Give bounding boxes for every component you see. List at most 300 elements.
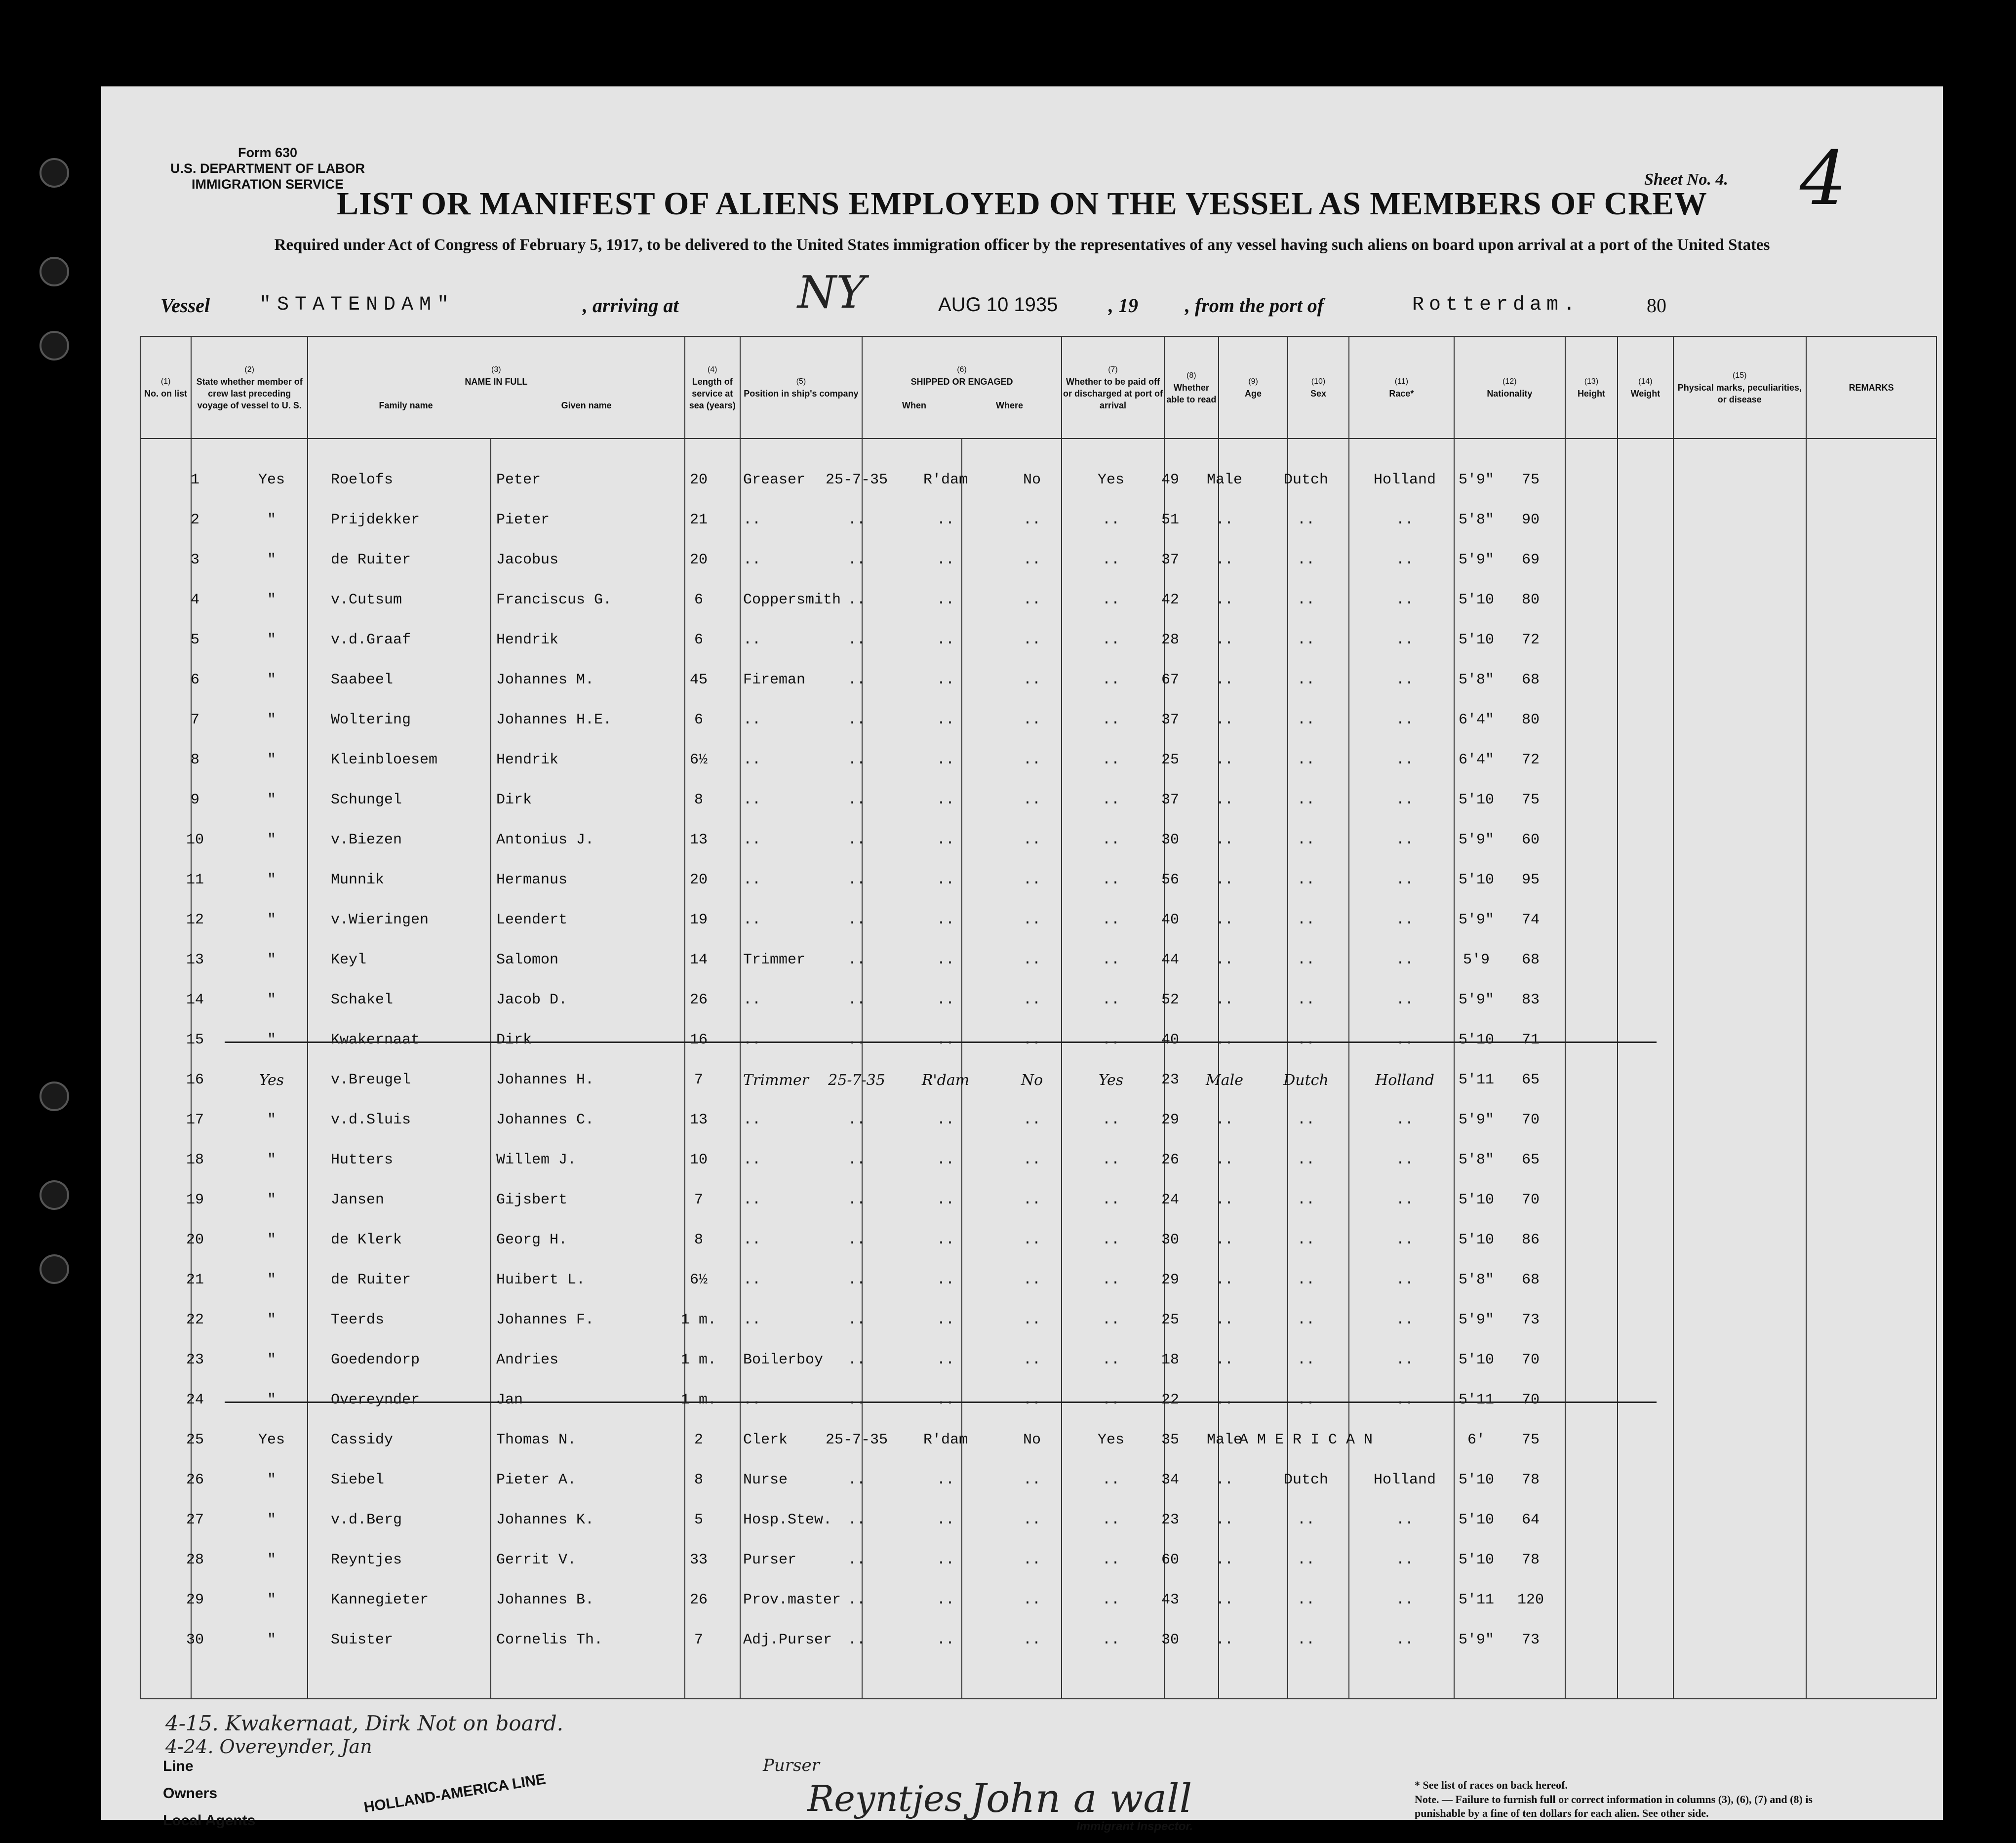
- cell-family: Goedendorp: [331, 1352, 420, 1368]
- cell-position: ..: [743, 832, 761, 848]
- sheet-label: Sheet No. 4.: [1644, 170, 1728, 189]
- cell-age: 51: [1161, 512, 1179, 528]
- cell-prev: ": [267, 792, 276, 808]
- cell-nat: ..: [1395, 1272, 1414, 1288]
- cell-where: ..: [936, 632, 954, 648]
- cell-weight: 64: [1521, 1512, 1540, 1528]
- cell-race: ..: [1297, 1192, 1315, 1208]
- cell-service: 8: [694, 1232, 703, 1248]
- cell-service: 1 m.: [680, 1352, 716, 1368]
- cell-age: 34: [1161, 1472, 1179, 1488]
- cell-read: ..: [1102, 1232, 1120, 1248]
- cell-race: ..: [1297, 672, 1315, 688]
- page-title: LIST OR MANIFEST OF ALIENS EMPLOYED ON THE VESSEL AS MEMBERS OF CREW: [337, 186, 1707, 222]
- cell-weight: 83: [1521, 992, 1540, 1008]
- cell-prev: ": [267, 1512, 276, 1528]
- cell-race: ..: [1297, 1152, 1315, 1168]
- cell-given: Pieter: [496, 512, 550, 528]
- cell-when: ..: [847, 1192, 866, 1208]
- cell-age: 49: [1161, 472, 1179, 488]
- cell-where: ..: [936, 1152, 954, 1168]
- page-subtitle: Required under Act of Congress of February 5, 1917, to be delivered to the United States immigration officer by the representatives of any vessel having such aliens on board upon arrival at a port of the United States: [274, 236, 1770, 254]
- cell-when: 25-7-35: [828, 1072, 885, 1089]
- cell-height: 5'9": [1458, 472, 1494, 488]
- cell-prev: ": [267, 1272, 276, 1288]
- footnote-removed-1: 4-15. Kwakernaat, Dirk Not on board.: [165, 1711, 563, 1735]
- agents-label: Local Agents: [163, 1812, 256, 1829]
- cell-no: 6: [190, 672, 199, 688]
- cell-no: 16: [186, 1072, 204, 1088]
- cell-height: 5'11: [1458, 1072, 1494, 1088]
- cell-prev: ": [267, 1312, 276, 1328]
- cell-read: Yes: [1097, 1432, 1124, 1448]
- cell-service: 45: [689, 672, 708, 688]
- cell-nat: ..: [1395, 872, 1414, 888]
- cell-prev: ": [267, 552, 276, 568]
- cell-sex: ..: [1215, 1152, 1233, 1168]
- cell-given: Hermanus: [496, 872, 568, 888]
- cell-given: Cornelis Th.: [496, 1632, 603, 1648]
- cell-paid: ..: [1023, 992, 1041, 1008]
- col-sex: (10) Sex: [1288, 336, 1349, 439]
- cell-nat: ..: [1395, 712, 1414, 728]
- cell-nat: ..: [1395, 1032, 1414, 1048]
- cell-paid: ..: [1023, 1152, 1041, 1168]
- cell-read: ..: [1102, 1192, 1120, 1208]
- cell-height: 5'11: [1458, 1392, 1494, 1408]
- cell-race: ..: [1297, 632, 1315, 648]
- cell-age: 30: [1161, 1632, 1179, 1648]
- cell-read: ..: [1102, 952, 1120, 968]
- cell-weight: 73: [1521, 1312, 1540, 1328]
- cell-read: Yes: [1097, 472, 1124, 488]
- cell-weight: 72: [1521, 632, 1540, 648]
- cell-service: 6: [694, 592, 703, 608]
- cell-prev: ": [267, 1152, 276, 1168]
- cell-family: v.d.Sluis: [331, 1112, 411, 1128]
- cell-age: 52: [1161, 992, 1179, 1008]
- cell-nat: ..: [1395, 592, 1414, 608]
- cell-where: ..: [936, 792, 954, 808]
- cell-service: 21: [689, 512, 708, 528]
- cell-position: ..: [743, 752, 761, 768]
- footnote-removed-2: 4-24. Overeynder, Jan: [165, 1736, 372, 1758]
- cell-where: R'dam: [923, 472, 968, 488]
- cell-weight: 68: [1521, 1272, 1540, 1288]
- cell-position: Coppersmith: [743, 592, 841, 608]
- cell-service: 7: [694, 1192, 703, 1208]
- strikethrough-line: [225, 1042, 1657, 1043]
- cell-weight: 60: [1521, 832, 1540, 848]
- cell-service: 7: [694, 1072, 703, 1088]
- cell-position: ..: [743, 872, 761, 888]
- cell-where: ..: [936, 1472, 954, 1488]
- cell-weight: 71: [1521, 1032, 1540, 1048]
- cell-prev: ": [267, 1192, 276, 1208]
- cell-position: ..: [743, 632, 761, 648]
- cell-age: 23: [1161, 1072, 1179, 1088]
- cell-position: Prov.master: [743, 1592, 841, 1608]
- cell-family: de Klerk: [331, 1232, 402, 1248]
- cell-when: ..: [847, 712, 866, 728]
- cell-position: ..: [743, 792, 761, 808]
- cell-race: ..: [1297, 712, 1315, 728]
- cell-age: 25: [1161, 1312, 1179, 1328]
- arrival-port: NY: [797, 267, 866, 319]
- cell-age: 30: [1161, 832, 1179, 848]
- vessel-label: Vessel: [160, 294, 210, 317]
- cell-when: ..: [847, 1112, 866, 1128]
- cell-age: 42: [1161, 592, 1179, 608]
- cell-height: 5'8": [1458, 672, 1494, 688]
- cell-prev: Yes: [258, 1432, 285, 1448]
- cell-service: 26: [689, 992, 708, 1008]
- cell-read: ..: [1102, 1352, 1120, 1368]
- cell-weight: 75: [1521, 792, 1540, 808]
- cell-family: de Ruiter: [331, 552, 411, 568]
- cell-prev: ": [267, 912, 276, 928]
- cell-position: Trimmer: [743, 1072, 809, 1089]
- cell-position: ..: [743, 1312, 761, 1328]
- cell-nat: ..: [1395, 512, 1414, 528]
- cell-when: ..: [847, 792, 866, 808]
- cell-weight: 95: [1521, 872, 1540, 888]
- cell-height: 5'10: [1458, 792, 1494, 808]
- cell-family: Munnik: [331, 872, 385, 888]
- cell-weight: 80: [1521, 712, 1540, 728]
- cell-family: v.Biezen: [331, 832, 402, 848]
- cell-age: 35: [1161, 1432, 1179, 1448]
- cell-paid: ..: [1023, 1192, 1041, 1208]
- cell-family: Teerds: [331, 1312, 385, 1328]
- cell-sex: ..: [1215, 1512, 1233, 1528]
- cell-prev: ": [267, 632, 276, 648]
- cell-paid: ..: [1023, 1552, 1041, 1568]
- cell-service: 13: [689, 832, 708, 848]
- cell-age: 24: [1161, 1192, 1179, 1208]
- cell-when: ..: [847, 1272, 866, 1288]
- cell-sex: Male: [1206, 472, 1242, 488]
- cell-when: ..: [847, 632, 866, 648]
- cell-age: 67: [1161, 672, 1179, 688]
- cell-height: 5'10: [1458, 1192, 1494, 1208]
- cell-where: ..: [936, 1552, 954, 1568]
- cell-weight: 70: [1521, 1352, 1540, 1368]
- purser-signature: Reyntjes: [807, 1778, 963, 1819]
- cell-paid: ..: [1023, 792, 1041, 808]
- cell-no: 1: [190, 472, 199, 488]
- cell-service: 10: [689, 1152, 708, 1168]
- cell-race: ..: [1297, 1032, 1315, 1048]
- cell-nat: ..: [1395, 1232, 1414, 1248]
- cell-prev: ": [267, 1592, 276, 1608]
- cell-height: 5'10: [1458, 1512, 1494, 1528]
- cell-when: ..: [847, 872, 866, 888]
- cell-service: 6: [694, 712, 703, 728]
- cell-no: 2: [190, 512, 199, 528]
- cell-where: ..: [936, 1392, 954, 1408]
- col-previous-voyage: (2) State whether member of crew last preceding voyage of vessel to U. S.: [191, 336, 308, 439]
- cell-given: Jacobus: [496, 552, 559, 568]
- cell-nat: ..: [1395, 792, 1414, 808]
- cell-height: 5'11: [1458, 1592, 1494, 1608]
- cell-nat: ..: [1395, 752, 1414, 768]
- cell-sex: ..: [1215, 792, 1233, 808]
- cell-age: 37: [1161, 552, 1179, 568]
- cell-read: Yes: [1098, 1072, 1124, 1089]
- cell-sex: ..: [1215, 1392, 1233, 1408]
- cell-race: ..: [1297, 1312, 1315, 1328]
- cell-family: Schakel: [331, 992, 394, 1008]
- cell-read: ..: [1102, 632, 1120, 648]
- cell-given: Huibert L.: [496, 1272, 586, 1288]
- cell-when: ..: [847, 1512, 866, 1528]
- cell-nat: ..: [1395, 1512, 1414, 1528]
- cell-sex: ..: [1215, 1352, 1233, 1368]
- cell-weight: 86: [1521, 1232, 1540, 1248]
- cell-read: ..: [1102, 1272, 1120, 1288]
- cell-weight: 80: [1521, 592, 1540, 608]
- cell-service: 20: [689, 472, 708, 488]
- cell-position: ..: [743, 912, 761, 928]
- cell-prev: ": [267, 592, 276, 608]
- cell-paid: ..: [1023, 512, 1041, 528]
- cell-when: ..: [847, 1392, 866, 1408]
- cell-position: Adj.Purser: [743, 1632, 832, 1648]
- cell-family: Suister: [331, 1632, 394, 1648]
- cell-sex: ..: [1215, 1592, 1233, 1608]
- cell-weight: 120: [1517, 1592, 1544, 1608]
- cell-no: 7: [190, 712, 199, 728]
- cell-nat: ..: [1395, 1392, 1414, 1408]
- cell-where: ..: [936, 552, 954, 568]
- cell-read: ..: [1102, 1152, 1120, 1168]
- cell-given: Hendrik: [496, 752, 559, 768]
- cell-position: Boilerboy: [743, 1352, 824, 1368]
- cell-nat: ..: [1395, 1632, 1414, 1648]
- col-weight: (14) Weight: [1618, 336, 1673, 439]
- cell-where: ..: [936, 1312, 954, 1328]
- cell-nat: Holland: [1375, 1072, 1434, 1089]
- cell-where: ..: [936, 592, 954, 608]
- cell-no: 21: [186, 1272, 204, 1288]
- cell-height: 6': [1467, 1432, 1485, 1448]
- cell-race: ..: [1297, 512, 1315, 528]
- cell-prev: ": [267, 952, 276, 968]
- cell-given: Salomon: [496, 952, 559, 968]
- crew-manifest-table: [140, 336, 1937, 1699]
- cell-given: Dirk: [496, 1032, 532, 1048]
- cell-service: 13: [689, 1112, 708, 1128]
- cell-race: ..: [1297, 1552, 1315, 1568]
- cell-where: ..: [936, 672, 954, 688]
- cell-sex: ..: [1215, 1112, 1233, 1128]
- cell-position: ..: [743, 1112, 761, 1128]
- cell-family: v.Cutsum: [331, 592, 402, 608]
- cell-given: Franciscus G.: [496, 592, 612, 608]
- cell-prev: ": [267, 1112, 276, 1128]
- cell-prev: ": [267, 672, 276, 688]
- form-number: Form 630: [237, 145, 298, 160]
- cell-age: 56: [1161, 872, 1179, 888]
- cell-when: ..: [847, 592, 866, 608]
- cell-given: Johannes H.E.: [496, 712, 612, 728]
- cell-no: 19: [186, 1192, 204, 1208]
- inspector-label: Immigrant Inspector.: [1076, 1820, 1193, 1833]
- cell-given: Johannes C.: [496, 1112, 594, 1128]
- cell-weight: 73: [1521, 1632, 1540, 1648]
- cell-age: 37: [1161, 792, 1179, 808]
- cell-family: Roelofs: [331, 472, 394, 488]
- cell-height: 5'9": [1458, 552, 1494, 568]
- cell-when: ..: [847, 1032, 866, 1048]
- cell-age: 26: [1161, 1152, 1179, 1168]
- cell-race: ..: [1297, 1272, 1315, 1288]
- cell-no: 29: [186, 1592, 204, 1608]
- col-physical-marks: (15) Physical marks, peculiarities, or disease: [1673, 336, 1806, 439]
- cell-where: ..: [936, 1272, 954, 1288]
- cell-given: Johannes M.: [496, 672, 594, 688]
- cell-read: ..: [1102, 752, 1120, 768]
- cell-service: 1 m.: [680, 1312, 716, 1328]
- cell-family: Kleinbloesem: [331, 752, 438, 768]
- cell-nat: ..: [1395, 1592, 1414, 1608]
- cell-prev: Yes: [258, 472, 285, 488]
- cell-when: ..: [847, 1472, 866, 1488]
- cell-family: Saabeel: [331, 672, 394, 688]
- cell-paid: ..: [1023, 1032, 1041, 1048]
- cell-paid: ..: [1023, 1232, 1041, 1248]
- cell-no: 30: [186, 1632, 204, 1648]
- cell-paid: ..: [1023, 1392, 1041, 1408]
- cell-race: Dutch: [1283, 1472, 1328, 1488]
- cell-sex: ..: [1215, 912, 1233, 928]
- cell-no: 11: [186, 872, 204, 888]
- cell-no: 15: [186, 1032, 204, 1048]
- service: IMMIGRATION SERVICE: [191, 177, 344, 192]
- department: U.S. DEPARTMENT OF LABOR: [170, 161, 365, 176]
- cell-when: 25-7-35: [825, 1432, 888, 1448]
- cell-prev: ": [267, 872, 276, 888]
- cell-where: ..: [936, 1192, 954, 1208]
- cell-nat: Holland: [1373, 472, 1436, 488]
- cell-age: 29: [1161, 1112, 1179, 1128]
- cell-service: 20: [689, 552, 708, 568]
- cell-nat: ..: [1395, 632, 1414, 648]
- cell-weight: 74: [1521, 912, 1540, 928]
- cell-race: ..: [1297, 752, 1315, 768]
- col-paid-off: (7) Whether to be paid off or discharged at port of arrival: [1062, 336, 1164, 439]
- cell-family: Schungel: [331, 792, 402, 808]
- year-label: , 19: [1108, 294, 1138, 317]
- cell-height: 5'9": [1458, 992, 1494, 1008]
- cell-sex: Male: [1206, 1072, 1243, 1089]
- cell-race: ..: [1297, 1632, 1315, 1648]
- cell-paid: ..: [1023, 1472, 1041, 1488]
- cell-where: ..: [936, 1592, 954, 1608]
- cell-family: Prijdekker: [331, 512, 420, 528]
- cell-read: ..: [1102, 872, 1120, 888]
- cell-sex: ..: [1215, 592, 1233, 608]
- cell-when: ..: [847, 1632, 866, 1648]
- binder-hole: [40, 1082, 69, 1111]
- cell-weight: 78: [1521, 1472, 1540, 1488]
- cell-prev: Yes: [259, 1072, 284, 1089]
- cell-paid: ..: [1023, 672, 1041, 688]
- cell-race: ..: [1297, 1112, 1315, 1128]
- cell-read: ..: [1102, 992, 1120, 1008]
- sheet-number: 4.: [1715, 170, 1728, 189]
- cell-position: ..: [743, 1232, 761, 1248]
- cell-paid: ..: [1023, 592, 1041, 608]
- cell-race: ..: [1297, 1232, 1315, 1248]
- cell-sex: ..: [1215, 952, 1233, 968]
- cell-read: ..: [1102, 1312, 1120, 1328]
- cell-prev: ": [267, 1472, 276, 1488]
- cell-race: ..: [1297, 592, 1315, 608]
- inspector-signature: John a wall: [970, 1775, 1192, 1821]
- cell-prev: ": [267, 712, 276, 728]
- cell-read: ..: [1102, 512, 1120, 528]
- strikethrough-line: [225, 1402, 1657, 1403]
- cell-no: 25: [186, 1432, 204, 1448]
- cell-no: 12: [186, 912, 204, 928]
- cell-service: 8: [694, 792, 703, 808]
- cell-race: ..: [1297, 952, 1315, 968]
- cell-when: ..: [847, 552, 866, 568]
- cell-no: 26: [186, 1472, 204, 1488]
- purser-note: Purser: [763, 1756, 820, 1775]
- cell-read: ..: [1102, 1512, 1120, 1528]
- cell-service: 1 m.: [680, 1392, 716, 1408]
- cell-where: R'dam: [921, 1072, 970, 1089]
- cell-weight: 70: [1521, 1392, 1540, 1408]
- cell-read: ..: [1102, 832, 1120, 848]
- cell-nat: ..: [1395, 952, 1414, 968]
- cell-sex: Male: [1206, 1432, 1242, 1448]
- cell-paid: ..: [1023, 872, 1041, 888]
- cell-nat: ..: [1395, 1552, 1414, 1568]
- cell-service: 26: [689, 1592, 708, 1608]
- cell-prev: ": [267, 1032, 276, 1048]
- cell-paid: No: [1021, 1072, 1043, 1089]
- cell-given: Johannes F.: [496, 1312, 594, 1328]
- cell-race: ..: [1297, 832, 1315, 848]
- cell-family: Reyntjes: [331, 1552, 402, 1568]
- cell-age: 40: [1161, 1032, 1179, 1048]
- cell-given: Johannes K.: [496, 1512, 594, 1528]
- cell-read: ..: [1102, 552, 1120, 568]
- cell-no: 10: [186, 832, 204, 848]
- cell-given: Johannes B.: [496, 1592, 594, 1608]
- cell-where: ..: [936, 1232, 954, 1248]
- cell-given: Jan: [496, 1392, 523, 1408]
- cell-given: Pieter A.: [496, 1472, 577, 1488]
- cell-when: ..: [847, 1552, 866, 1568]
- col-height: (13) Height: [1565, 336, 1618, 439]
- arriving-label: , arriving at: [583, 294, 679, 317]
- cell-age: 60: [1161, 1552, 1179, 1568]
- cell-sex: ..: [1215, 1312, 1233, 1328]
- cell-no: 18: [186, 1152, 204, 1168]
- cell-read: ..: [1102, 1392, 1120, 1408]
- cell-family: Cassidy: [331, 1432, 394, 1448]
- cell-family: Overeynder: [331, 1392, 420, 1408]
- binder-hole: [40, 1180, 69, 1210]
- cell-race: ..: [1297, 872, 1315, 888]
- cell-when: ..: [847, 992, 866, 1008]
- cell-sex: ..: [1215, 832, 1233, 848]
